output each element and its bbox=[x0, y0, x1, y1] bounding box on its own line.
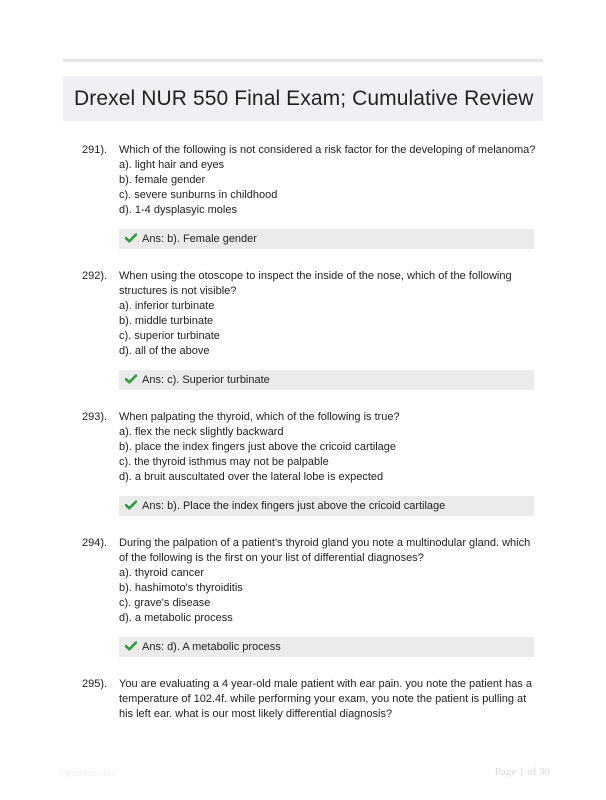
answer-text: Ans: c). Superior turbinate bbox=[142, 374, 270, 386]
answer-text: Ans: d). A metabolic process bbox=[142, 641, 281, 653]
answer-option: b). female gender bbox=[119, 174, 206, 186]
answer-option: a). thyroid cancer bbox=[119, 567, 204, 579]
answer-option: c). severe sunburns in childhood bbox=[119, 189, 278, 201]
answer-option: d). a metabolic process bbox=[119, 612, 233, 624]
question-body bbox=[119, 143, 539, 218]
answer-option: c). the thyroid isthmus may not be palpable bbox=[119, 456, 329, 468]
answer-text: Ans: b). Female gender bbox=[142, 233, 257, 245]
footer-watermark: Paperlibc.com bbox=[59, 768, 117, 778]
question-number: 292). bbox=[82, 270, 108, 282]
question-body bbox=[119, 536, 539, 626]
answer-box bbox=[119, 370, 534, 390]
check-icon bbox=[125, 233, 142, 246]
answer-option: a). inferior turbinate bbox=[119, 300, 215, 312]
question-stem: During the palpation of a patient's thyroid gland you note a multinodular gland. which of the following is the first on your list of differential diagnoses? bbox=[119, 537, 531, 564]
question-stem: When using the otoscope to inspect the inside of the nose, which of the following structures is not visible? bbox=[119, 270, 512, 297]
question-stem: Which of the following is not considered a risk factor for the developing of melanoma? bbox=[119, 144, 536, 156]
question-stem: You are evaluating a 4 year-old male patient with ear pain. you note the patient has a temperature of 102.4f. while performing your exam, you note the patient is pulling at his left ear. what is our most likely differential diagnosis? bbox=[119, 678, 532, 720]
answer-option: c). superior turbinate bbox=[119, 330, 220, 342]
top-divider bbox=[63, 59, 543, 62]
page-number: Page 1 of 39 bbox=[494, 766, 550, 778]
question-number: 294). bbox=[82, 537, 108, 549]
question-number: 291). bbox=[82, 144, 108, 156]
check-icon bbox=[125, 641, 142, 654]
answer-option: b). hashimoto's thyroiditis bbox=[119, 582, 243, 594]
check-icon bbox=[125, 500, 142, 513]
question-item bbox=[0, 143, 606, 249]
question-item bbox=[0, 269, 606, 390]
question-list bbox=[0, 143, 606, 742]
answer-option: d). 1-4 dysplasyic moles bbox=[119, 204, 237, 216]
answer-box bbox=[119, 496, 534, 516]
answer-option: b). middle turbinate bbox=[119, 315, 214, 327]
question-number: 295). bbox=[82, 678, 108, 690]
question-number: 293). bbox=[82, 411, 108, 423]
answer-option: d). all of the above bbox=[119, 345, 210, 357]
question-body bbox=[119, 677, 539, 722]
question-item bbox=[0, 410, 606, 516]
check-icon bbox=[125, 374, 142, 387]
question-item bbox=[0, 536, 606, 657]
answer-text: Ans: b). Place the index fingers just above the cricoid cartilage bbox=[142, 500, 446, 512]
question-stem: When palpating the thyroid, which of the following is true? bbox=[119, 411, 400, 423]
answer-option: b). place the index fingers just above the cricoid cartilage bbox=[119, 441, 396, 453]
answer-box bbox=[119, 229, 534, 249]
answer-option: a). flex the neck slightly backward bbox=[119, 426, 284, 438]
question-body bbox=[119, 410, 539, 485]
answer-option: c). grave's disease bbox=[119, 597, 211, 609]
answer-box bbox=[119, 637, 534, 657]
title-banner bbox=[63, 76, 543, 121]
question-item bbox=[0, 677, 606, 722]
answer-option: a). light hair and eyes bbox=[119, 159, 225, 171]
question-body bbox=[119, 269, 539, 359]
answer-option: d). a bruit auscultated over the lateral lobe is expected bbox=[119, 471, 384, 483]
page-title: Drexel NUR 550 Final Exam; Cumulative Review bbox=[74, 86, 534, 110]
